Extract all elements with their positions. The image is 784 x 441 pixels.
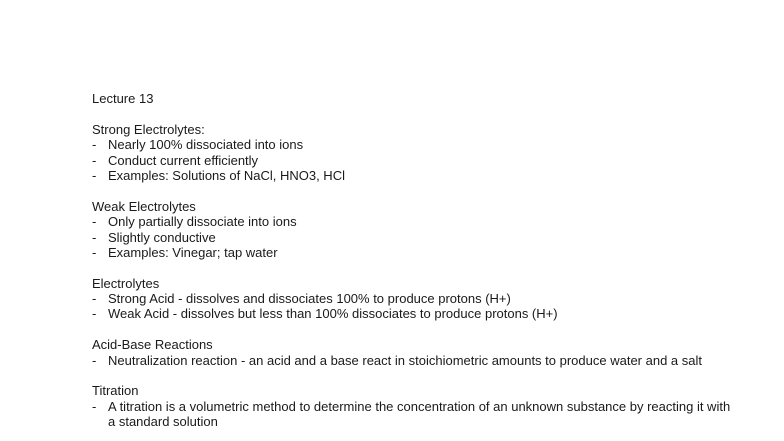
section-heading: Titration	[92, 383, 139, 399]
list-item: - A titration is a volumetric method to determine the concentration of an unknown substance by reacting it with a standard solution	[92, 398, 731, 430]
section-weak-electrolytes	[92, 199, 732, 261]
section-heading: Strong Electrolytes:	[92, 121, 205, 137]
bullet-marker: -	[92, 244, 97, 260]
section-strong-electrolytes	[92, 122, 732, 184]
section-titration	[92, 383, 732, 429]
section-heading: Acid-Base Reactions	[92, 337, 213, 353]
document-page	[92, 91, 732, 430]
section-heading: Weak Electrolytes	[92, 198, 196, 214]
bullet-marker: -	[92, 152, 97, 168]
bullet-marker: -	[92, 398, 97, 414]
document-title: Lecture 13	[92, 91, 154, 106]
list-item: - Nearly 100% dissociated into ions	[92, 137, 304, 153]
bullet-marker: -	[92, 306, 97, 322]
bullet-marker: -	[92, 137, 97, 153]
section-electrolytes	[92, 276, 732, 322]
list-item: - Conduct current efficiently	[92, 152, 259, 168]
bullet-marker: -	[92, 291, 97, 307]
section-acid-base-reactions	[92, 337, 732, 368]
section-heading: Electrolytes	[92, 275, 160, 291]
bullet-marker: -	[92, 167, 97, 183]
list-item: - Examples: Vinegar; tap water	[92, 244, 278, 260]
list-item: - Neutralization reaction - an acid and a base react in stoichiometric amounts to produce water and a salt	[92, 352, 702, 368]
list-item: - Strong Acid - dissolves and dissociates 100% to produce protons (H+)	[92, 291, 511, 307]
bullet-marker: -	[92, 352, 97, 368]
bullet-marker: -	[92, 229, 97, 245]
list-item: - Weak Acid - dissolves but less than 100% dissociates to produce protons (H+)	[92, 306, 558, 322]
list-item: - Slightly conductive	[92, 229, 216, 245]
list-item: - Examples: Solutions of NaCl, HNO3, HCl	[92, 167, 345, 183]
list-item: - Only partially dissociate into ions	[92, 214, 297, 230]
bullet-marker: -	[92, 214, 97, 230]
